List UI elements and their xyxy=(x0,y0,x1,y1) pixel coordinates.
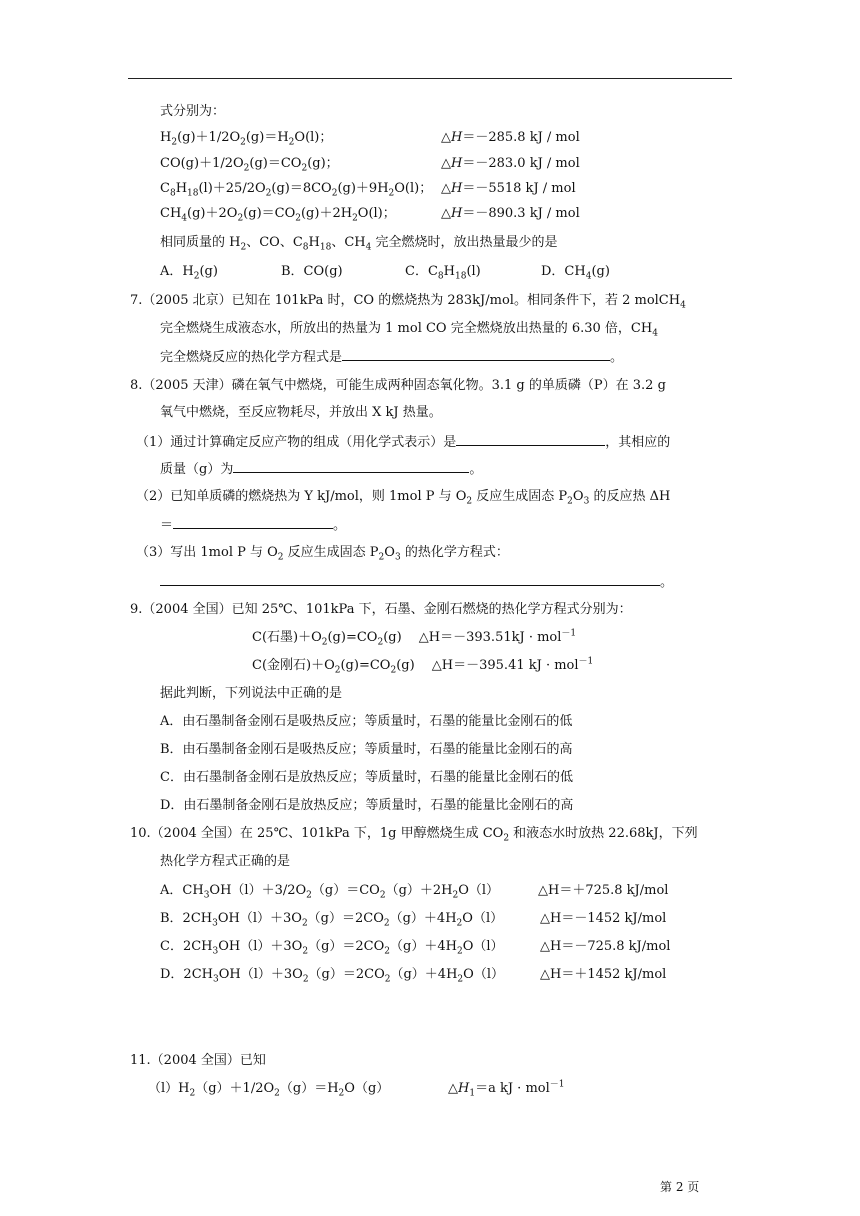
q10-option-c-equation: C．$2CH_3OH(l)+3O_2(g)=2CO_2(g)+4H_2O(l)$ xyxy=(160,939,504,957)
q8-part-1 xyxy=(136,432,670,452)
q8-part-2-answer xyxy=(160,515,346,535)
q8-part-3: （3）写出 1mol P 与 $O_2$ 反应生成固态 $P_2O_3$ 的热化学方程式： xyxy=(136,545,509,563)
q8-part-1-mass xyxy=(160,459,482,479)
q9-equation-1: C(石墨)$+O_2(g)=CO_2(g)$ △H＝－393.51kJ · mol$^{-1}$ xyxy=(252,628,577,648)
q9-option-d: D．由石墨制备金刚石是放热反应；等质量时，石墨的能量比金刚石的高 xyxy=(160,798,574,813)
q11-equation-1: $(l)H_2(g)+1/2O_2(g)=H_2O(g)$ xyxy=(148,1081,390,1099)
q11-line-1: 11.（2004 全国）已知 xyxy=(130,1053,266,1068)
q8-part-1-prompt: （1）通过计算确定反应产物的组成（用化学式表示）是 xyxy=(136,435,457,450)
q9-option-b: B．由石墨制备金刚石是吸热反应；等质量时，石墨的能量比金刚石的高 xyxy=(160,742,573,757)
q8-mass-prompt: 质量（g）为 xyxy=(160,462,234,477)
q7-line-2: 完全燃烧生成液态水，所放出的热量为 1 mol CO 完全燃烧放出热量的 6.30 倍，$CH_4$ xyxy=(160,321,658,339)
q10-option-d-enthalpy: △H＝＋1452 kJ/mol xyxy=(540,967,667,982)
q8-part-2: （2）已知单质磷的燃烧热为 Y kJ/mol，则 1mol P 与 $O_2$ 反应生成固态 $P_2O_3$ 的反应热 ΔH xyxy=(136,489,671,507)
q6-option-c: C．$C_8H_{18}(l)$ xyxy=(405,264,481,282)
q9-option-c: C．由石墨制备金刚石是放热反应；等质量时，石墨的能量比金刚石的低 xyxy=(160,770,573,785)
q7-prompt: 完全燃烧反应的热化学方程式是 xyxy=(160,350,343,365)
q8-part-2-eq: ＝ xyxy=(160,518,174,533)
q8-part-2-end: 。 xyxy=(333,518,347,533)
q8-mass-blank[interactable] xyxy=(233,459,469,473)
q9-line-1: 9.（2004 全国）已知 25℃、101kPa 下，石墨、金刚石燃烧的热化学方程式分别为： xyxy=(130,602,632,617)
q8-part-3-blank[interactable] xyxy=(160,572,660,586)
q7-answer-blank[interactable] xyxy=(342,347,610,361)
q6-equation-1: $H_2(g)+1/2O_2(g)=H_2O(l)$； xyxy=(160,130,333,148)
q6-option-d: D．$CH_4(g)$ xyxy=(541,264,610,282)
q8-part-2-blank[interactable] xyxy=(173,515,333,529)
q10-line-2: 热化学方程式正确的是 xyxy=(160,854,291,869)
q9-option-a: A．由石墨制备金刚石是吸热反应；等质量时，石墨的能量比金刚石的低 xyxy=(160,714,573,729)
q10-option-d-equation: D．$2CH_3OH(l)+3O_2(g)=2CO_2(g)+4H_2O(l)$ xyxy=(160,967,504,985)
q6-question: 相同质量的 $H_2$、CO、$C_8H_{18}$、$CH_4$ 完全燃烧时，放出热量最少的是 xyxy=(160,235,558,253)
q6-option-b: B．CO(g) xyxy=(281,264,343,279)
q7-line-1: 7.（2005 北京）已知在 101kPa 时，CO 的燃烧热为 283kJ/mol。相同条件下，若 2 molCH$_4$ xyxy=(130,293,686,311)
q10-option-b-enthalpy: △H＝－1452 kJ/mol xyxy=(540,911,667,926)
q8-part-3-end: 。 xyxy=(660,575,674,590)
page-number: 第 2 页 xyxy=(660,1180,700,1194)
header-rule xyxy=(128,78,732,79)
q6-equation-4: $CH_4(g)+2O_2(g)=CO_2(g)+2H_2O(l)$； xyxy=(160,206,396,224)
q7-end: 。 xyxy=(610,350,624,365)
q6-enthalpy-4: △H＝－890.3 kJ / mol xyxy=(441,206,580,221)
q6-equation-3: $C_8H_{18}(l)+25/2O_2(g)=8CO_2(g)+9H_2O(l)$； xyxy=(160,181,433,199)
q10-option-c-enthalpy: △H＝－725.8 kJ/mol xyxy=(540,939,671,954)
q8-part-3-answer xyxy=(160,572,673,592)
q7-line-3 xyxy=(160,347,623,367)
q9-equation-2: C(金刚石)$+O_2(g)=CO_2(g)$ △H＝－395.41 kJ · mol$^{-1}$ xyxy=(252,656,594,676)
q10-option-a-enthalpy: △H＝＋725.8 kJ/mol xyxy=(538,883,669,898)
q8-mass-end: 。 xyxy=(469,462,483,477)
q6-intro: 式分别为： xyxy=(160,104,226,119)
q6-enthalpy-3: △H＝－5518 kJ / mol xyxy=(441,181,576,196)
q10-option-a-equation: A．$CH_3OH(l)+3/2O_2(g)=CO_2(g)+2H_2O(l)$ xyxy=(160,883,500,901)
q8-line-1: 8.（2005 天津）磷在氧气中燃烧，可能生成两种固态氧化物。3.1 g 的单质磷（P）在 3.2 g xyxy=(130,378,666,393)
q10-line-1: 10.（2004 全国）在 25℃、101kPa 下，1g 甲醇燃烧生成 $CO_2$ 和液态水时放热 22.68kJ，下列 xyxy=(130,826,698,844)
q6-enthalpy-2: △H＝－283.0 kJ / mol xyxy=(441,156,580,171)
q6-equation-2: $CO(g)+1/2O_2(g)=CO_2(g)$； xyxy=(160,156,339,174)
q8-part-1-end: ，其相应的 xyxy=(605,435,671,450)
q11-enthalpy-1: $\triangle H_1=a$ kJ · mol$^{-1}$ xyxy=(448,1079,565,1099)
q6-option-a: A．$H_2(g)$ xyxy=(160,264,218,282)
q8-line-2: 氧气中燃烧，至反应物耗尽，并放出 X kJ 热量。 xyxy=(160,405,442,420)
q6-enthalpy-1: △H＝－285.8 kJ / mol xyxy=(441,130,580,145)
q10-option-b-equation: B．$2CH_3OH(l)+3O_2(g)=2CO_2(g)+4H_2O(l)$ xyxy=(160,911,504,929)
q9-question: 据此判断，下列说法中正确的是 xyxy=(160,686,343,701)
q8-part-1-blank[interactable] xyxy=(456,432,605,446)
